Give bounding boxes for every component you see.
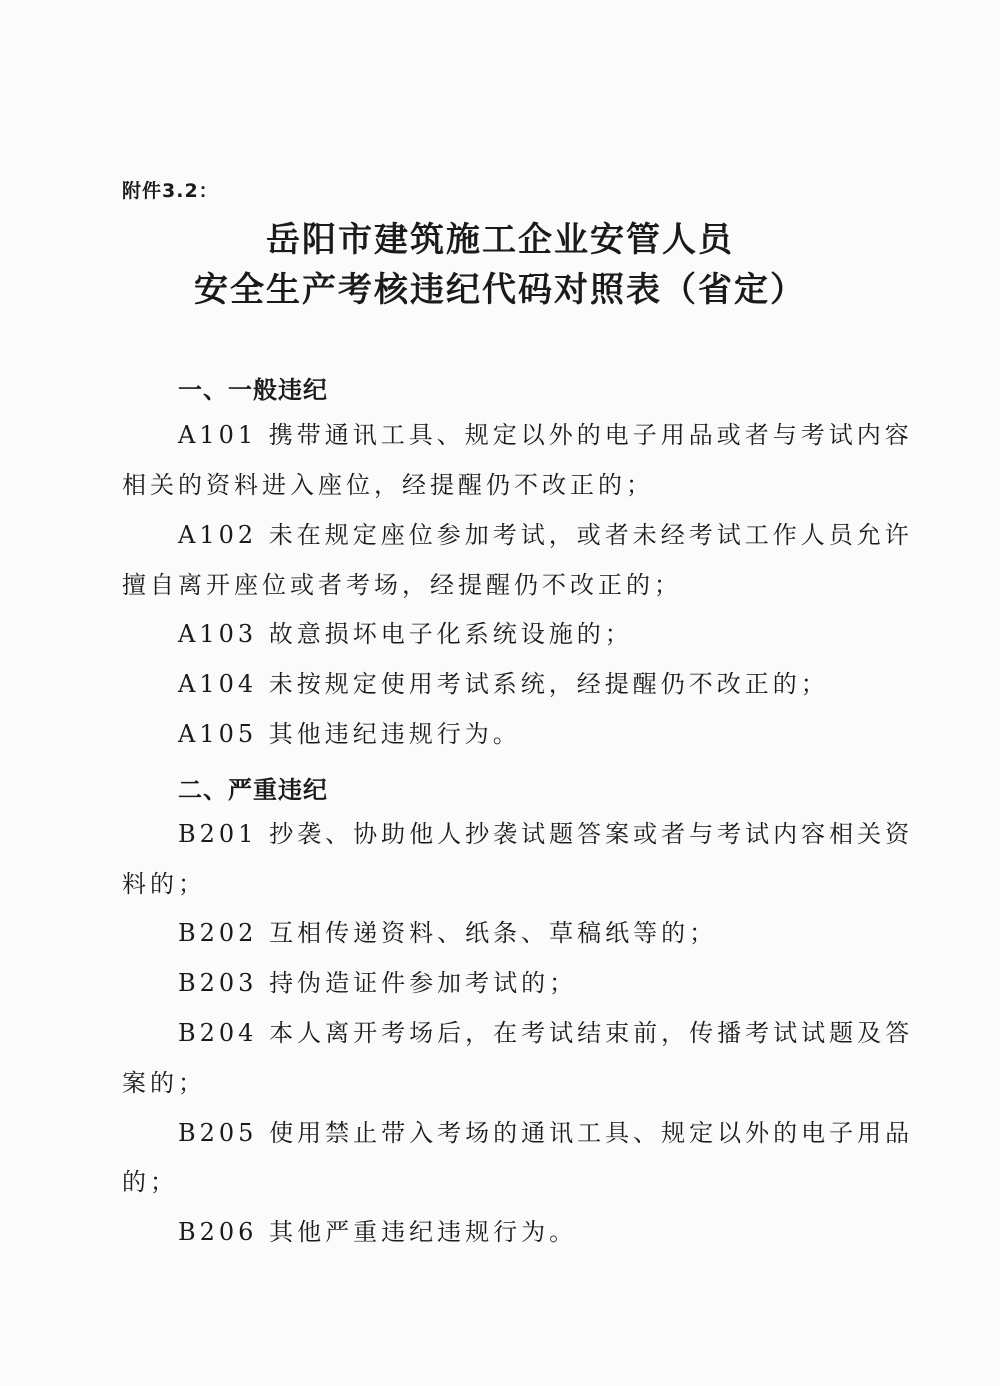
item-b201-line-2: 料的； (122, 870, 206, 898)
item-b201-line-1: B201 抄袭、协助他人抄袭试题答案或者与考试内容相关资 (178, 820, 914, 848)
item-a105: A105 其他违纪违规行为。 (178, 720, 521, 748)
item-b202: B202 互相传递资料、纸条、草稿纸等的； (178, 919, 718, 947)
item-a102-line-2: 擅自离开座位或者考场，经提醒仍不改正的； (122, 571, 682, 599)
document-title-line-2: 安全生产考核违纪代码对照表（省定） (194, 270, 806, 310)
item-b203: B203 持伪造证件参加考试的； (178, 969, 578, 997)
section-heading-serious: 二、严重违纪 (178, 776, 328, 804)
document-title-line-1: 岳阳市建筑施工企业安管人员 (266, 220, 734, 260)
item-b204-line-2: 案的； (122, 1069, 206, 1097)
item-a103: A103 故意损坏电子化系统设施的； (178, 620, 633, 648)
item-a104: A104 未按规定使用考试系统，经提醒仍不改正的； (178, 670, 829, 698)
item-b206: B206 其他严重违纪违规行为。 (178, 1218, 578, 1246)
item-a102-line-1: A102 未在规定座位参加考试，或者未经考试工作人员允许 (178, 521, 913, 549)
item-a101-line-1: A101 携带通讯工具、规定以外的电子用品或者与考试内容 (178, 421, 913, 449)
item-b205-line-1: B205 使用禁止带入考场的通讯工具、规定以外的电子用品 (178, 1119, 914, 1147)
item-b205-line-2: 的； (122, 1168, 178, 1196)
item-b204-line-1: B204 本人离开考场后，在考试结束前，传播考试试题及答 (178, 1019, 914, 1047)
item-a101-line-2: 相关的资料进入座位，经提醒仍不改正的； (122, 471, 654, 499)
attachment-label: 附件3.2： (122, 180, 219, 202)
section-heading-general: 一、一般违纪 (178, 376, 328, 404)
